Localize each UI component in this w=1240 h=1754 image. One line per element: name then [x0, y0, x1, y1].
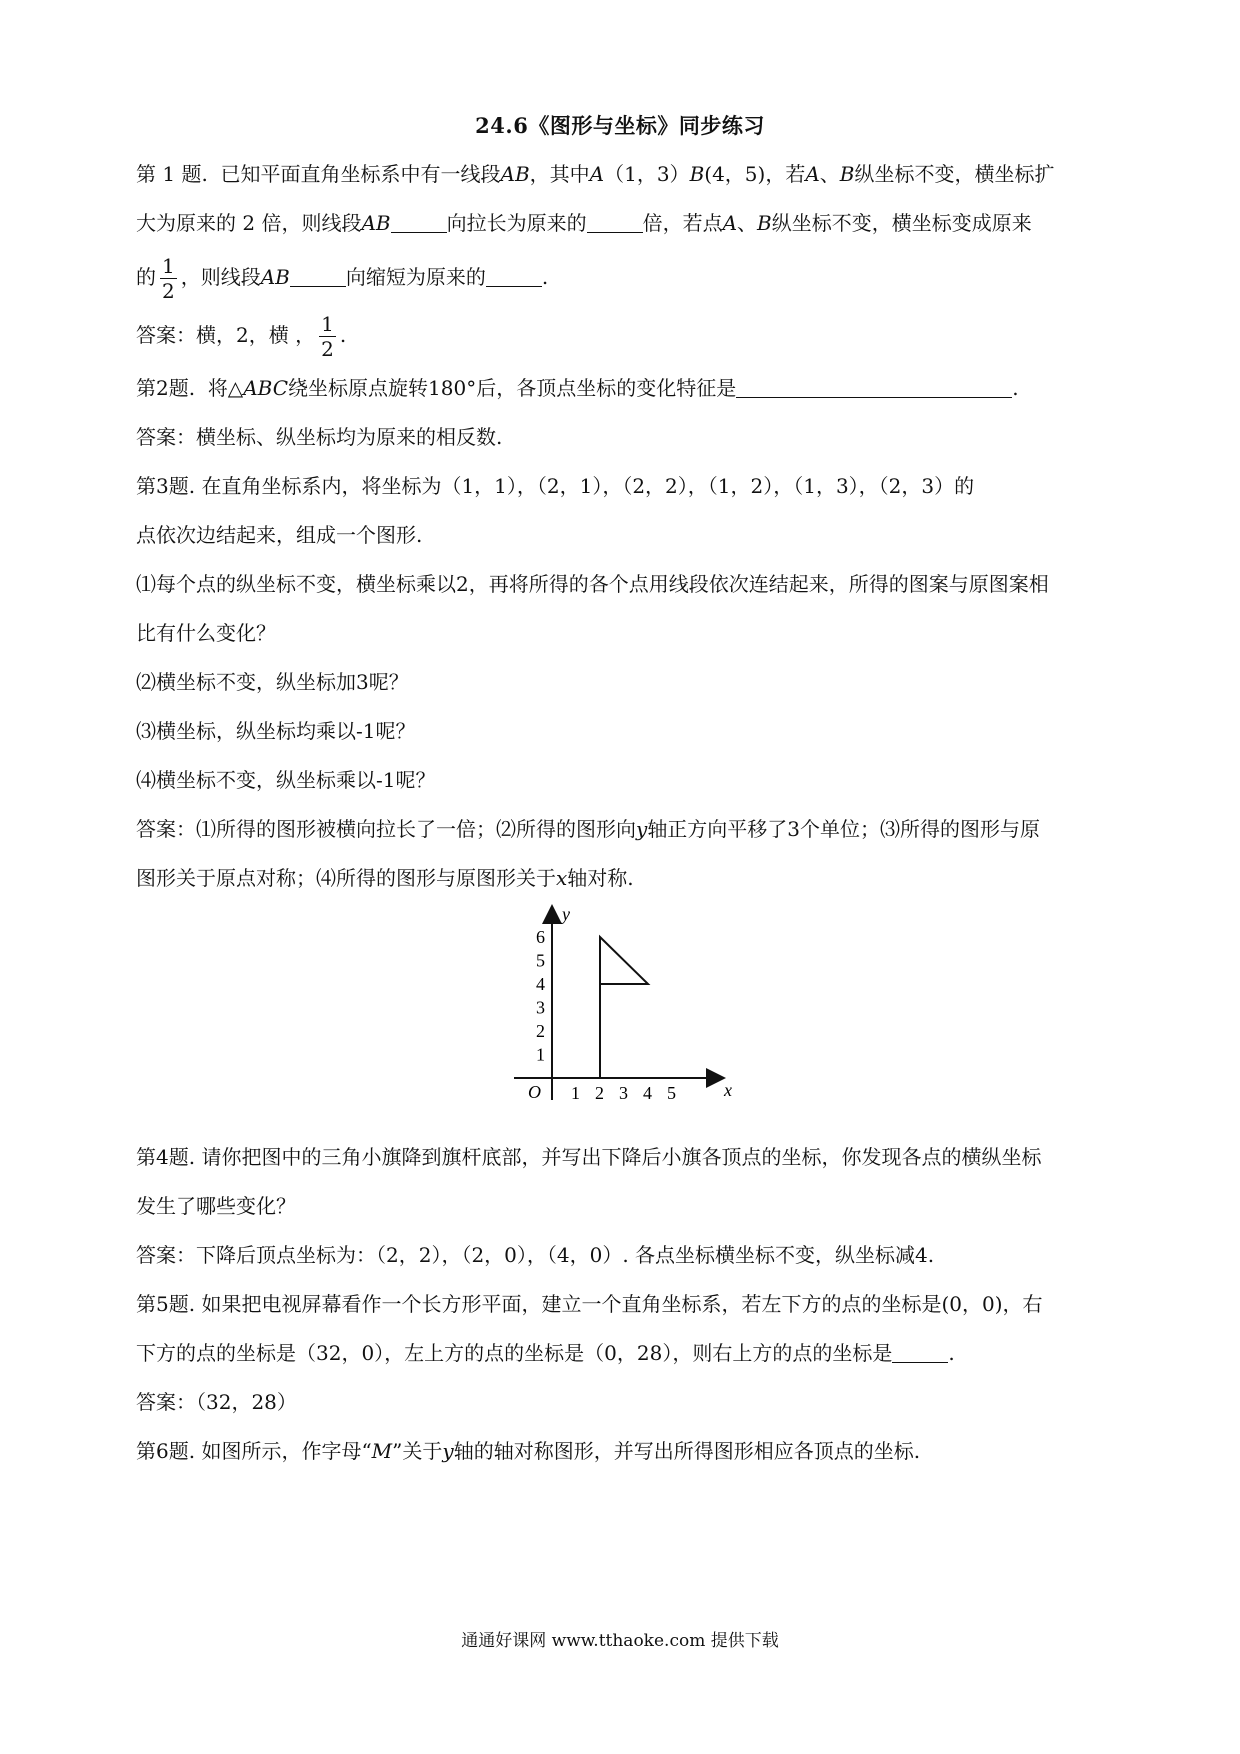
answer-3-text: 图形关于原点对称；⑷所得的图形与原图形关于 [136, 866, 556, 890]
answer-blank[interactable] [290, 266, 346, 287]
y-tick-label: 2 [536, 1021, 545, 1041]
y-tick-label: 3 [536, 997, 545, 1018]
q6-text: ”关于 [392, 1439, 443, 1463]
answer-blank[interactable] [587, 212, 643, 233]
q1-text: （1，3） [604, 162, 690, 186]
q1-text: 倍，若点 [642, 211, 723, 235]
answer-3-text: 轴正方向平移了3个单位；⑶所得的图形与原 [647, 817, 1041, 841]
question-6 [136, 1427, 1122, 1476]
answer-3-line-1 [136, 805, 1122, 854]
y-tick-label: 6 [536, 927, 545, 947]
question-5-line-1: 第5题. 如果把电视屏幕看作一个长方形平面，建立一个直角坐标系，若左下方的点的坐标是(0，0)，右 [136, 1292, 1043, 1316]
question-3-sub-4: ⑷横坐标不变，纵坐标乘以-1呢？ [136, 768, 436, 792]
q6-text: 轴的轴对称图形，并写出所得图形相应各顶点的坐标. [453, 1439, 921, 1463]
q1-text: (4，5)，若 [704, 162, 806, 186]
q1-text: . [541, 265, 549, 289]
question-1-label: 第 1 题. [136, 162, 208, 186]
question-1-line-2 [136, 199, 1122, 248]
fraction-denominator: 2 [321, 337, 334, 361]
origin-label: O [528, 1082, 541, 1102]
q2-end: . [1012, 376, 1019, 400]
answer-4: 答案：下降后顶点坐标为：（2，2），（2，0），（4，0）. 各点坐标横坐标不变，纵坐标减4. [136, 1243, 935, 1267]
x-tick-label: 1 [571, 1083, 580, 1103]
question-3-line-1: 第3题. 在直角坐标系内，将坐标为（1，1），（2，1），（2，2），（1，2），（1，3），（2，3）的 [136, 474, 975, 498]
question-1-line-3 [136, 248, 1122, 306]
x-axis-label: x [724, 1080, 732, 1100]
page-footer: 通通好课网 www.tthaoke.com 提供下载 [461, 1631, 779, 1651]
question-3-sub-2: ⑵横坐标不变，纵坐标加3呢？ [136, 670, 409, 694]
fraction [319, 312, 336, 361]
x-tick-label: 2 [595, 1083, 604, 1103]
question-4-line-2: 发生了哪些变化？ [136, 1194, 296, 1218]
q1-var-b: B [839, 162, 855, 186]
y-axis-label: y [562, 904, 570, 924]
answer-3-text: 轴对称. [567, 866, 634, 890]
q6-text: 第6题. 如图所示，作字母“ [136, 1439, 372, 1463]
q1-text: 已知平面直角坐标系中有一线段 [220, 162, 501, 186]
question-2 [136, 364, 1122, 413]
q1-var-ab: AB [361, 211, 391, 235]
fraction-numerator: 1 [162, 254, 175, 278]
q2-text: 将△ [207, 376, 244, 400]
question-3-sub-1a: ⑴每个点的纵坐标不变，横坐标乘以2，再将所得的各个点用线段依次连结起来，所得的图案与原图案相 [136, 572, 1049, 596]
answer-3-line-2 [136, 854, 1122, 903]
answer-5: 答案：（32，28） [136, 1390, 297, 1414]
question-5-line-2 [136, 1329, 1122, 1378]
answer-1-end: . [339, 323, 347, 347]
x-tick-label: 4 [643, 1083, 652, 1103]
answer-blank[interactable] [391, 212, 447, 233]
q5-text: 下方的点的坐标是（32，0），左上方的点的坐标是（0，28），则右上方的点的坐标是 [136, 1341, 893, 1365]
q1-var-a: A [722, 211, 738, 235]
flag-coordinate-figure [500, 903, 760, 1123]
q1-text: ，则线段 [180, 265, 261, 289]
q1-text: 、 [737, 211, 758, 235]
question-3-line-2: 点依次边结起来，组成一个图形. [136, 523, 423, 547]
answer-1-text: 答案：横，2，横 ， [136, 323, 316, 347]
question-4-line-1: 第4题. 请你把图中的三角小旗降到旗杆底部，并写出下降后小旗各顶点的坐标，你发现各点的横纵坐标 [136, 1145, 1042, 1169]
x-tick-label: 5 [667, 1083, 676, 1103]
answer-3-var-y: y [636, 817, 648, 841]
q1-text: 、 [819, 162, 840, 186]
q1-text: 纵坐标不变，横坐标扩 [854, 162, 1055, 186]
answer-3-var-x: x [556, 866, 568, 890]
fraction-numerator: 1 [321, 312, 334, 336]
q1-var-a: A [805, 162, 820, 186]
q6-var-m: M [371, 1439, 393, 1463]
q1-text: ，其中 [529, 162, 590, 186]
answer-blank[interactable] [486, 266, 542, 287]
y-tick-label: 1 [536, 1044, 545, 1065]
q2-text: 绕坐标原点旋转180°后，各顶点坐标的变化特征是 [288, 376, 737, 400]
figure-container [136, 903, 1122, 1133]
y-tick-label: 4 [536, 974, 545, 994]
q5-end: . [948, 1341, 955, 1365]
q1-text: 纵坐标不变，横坐标变成原来 [771, 211, 1032, 235]
q2-var-abc: ABC [243, 376, 289, 400]
q1-var-b: B [689, 162, 705, 186]
q6-var-y: y [442, 1439, 454, 1463]
q1-var-ab: AB [260, 265, 290, 289]
question-3-sub-3: ⑶横坐标，纵坐标均乘以-1呢？ [136, 719, 416, 743]
q1-text: 的 [136, 265, 156, 289]
q1-text: 大为原来的 2 倍，则线段 [136, 211, 362, 235]
question-3-sub-1b: 比有什么变化？ [136, 621, 276, 645]
document-body [136, 150, 1122, 1476]
answer-blank[interactable] [736, 377, 1012, 398]
flag-triangle [600, 937, 648, 984]
x-tick-label: 3 [619, 1083, 628, 1103]
answer-1 [136, 306, 1122, 364]
q1-var-a: A [589, 162, 605, 186]
q1-var-b: B [757, 211, 772, 235]
page-title: 24.6《图形与坐标》同步练习 [475, 113, 765, 138]
answer-blank[interactable] [892, 1342, 948, 1363]
q1-text: 向拉长为原来的 [446, 211, 587, 235]
fraction-denominator: 2 [162, 279, 175, 303]
y-tick-label: 5 [536, 950, 545, 971]
question-2-label: 第2题. [136, 376, 196, 400]
q1-text: 向缩短为原来的 [345, 265, 486, 289]
answer-3-text: 答案：⑴所得的图形被横向拉长了一倍；⑵所得的图形向 [136, 817, 636, 841]
answer-2: 答案：横坐标、纵坐标均为原来的相反数. [136, 425, 503, 449]
q1-var-ab: AB [500, 162, 530, 186]
question-1-line-1 [136, 150, 1122, 199]
fraction [160, 254, 177, 303]
